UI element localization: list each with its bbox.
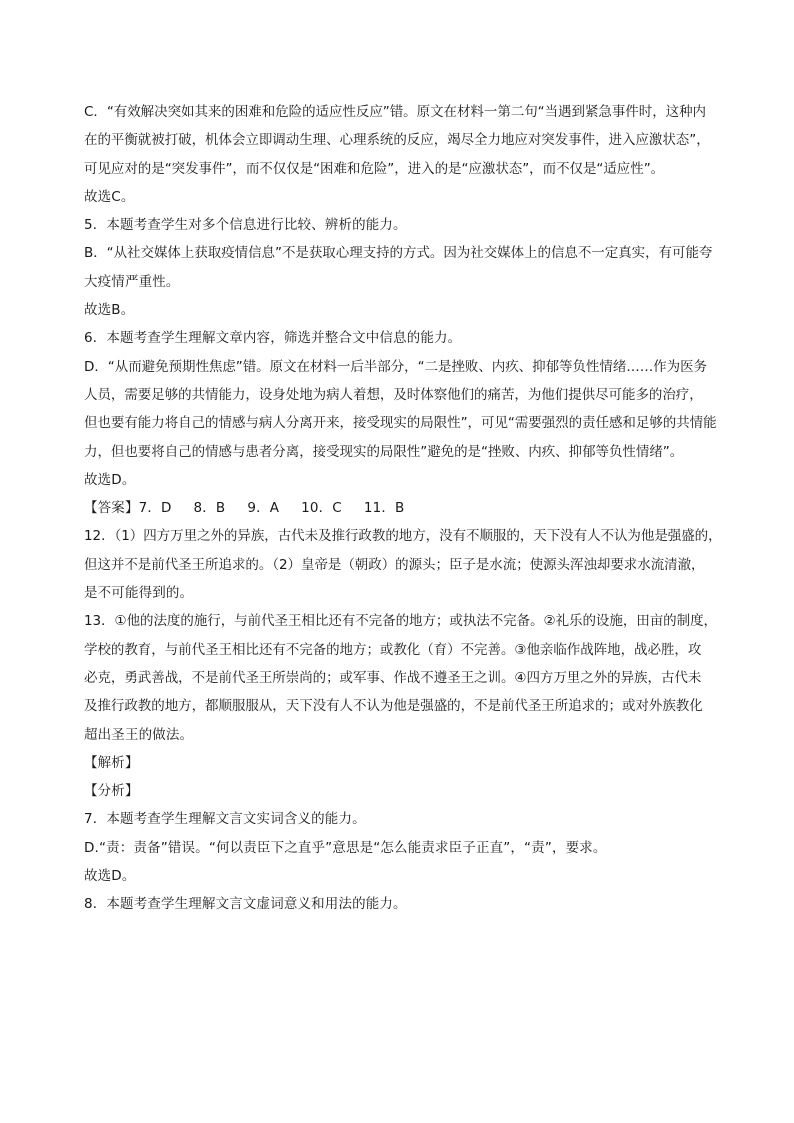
text-line: D.“责：责备”错误。“何以责臣下之直乎”意思是“怎么能责求臣子正直”，“责”，要求。 xyxy=(84,839,607,856)
section-heading: 【分析】 xyxy=(84,783,139,800)
text-line: 6．本题考查学生理解文章内容，筛选并整合文中信息的能力。 xyxy=(84,330,462,347)
answer-item: 11．B xyxy=(363,500,405,517)
text-line: 5．本题考查学生对多个信息进行比较、辨析的能力。 xyxy=(84,217,407,234)
text-line: 故选D。 xyxy=(84,471,136,488)
section-heading: 【解析】 xyxy=(84,754,139,771)
text-line: 及推行政教的地方，都顺服服从，天下没有人不认为他是强盛的，不是前代圣王所追求的；或对外族教化 xyxy=(84,698,703,715)
text-line: 7．本题考查学生理解文言文实词含义的能力。 xyxy=(84,811,366,828)
answer-line xyxy=(84,494,724,522)
document-body xyxy=(84,98,724,919)
text-line: 大疫情严重性。 xyxy=(84,273,180,290)
text-line: 故选D。 xyxy=(84,868,136,885)
text-line: 故选C。 xyxy=(84,188,135,205)
text-line: 8．本题考查学生理解文言文虚词意义和用法的能力。 xyxy=(84,896,407,913)
text-line: 力，但也要将自己的情感与患者分离，接受现实的局限性”避免的是“挫败、内疚、抑郁等负性情绪”。 xyxy=(84,443,684,460)
text-line: 必克，勇武善战，不是前代圣王所崇尚的；或军事、作战不遵圣王之训。④四方万里之外的异族，古代未 xyxy=(84,669,702,686)
text-line: 13．①他的法度的施行，与前代圣王相比还有不完备的地方；或执法不完备。②礼乐的设施，田亩的制度， xyxy=(84,613,717,630)
text-line: D．“从而避免预期性焦虑”错。原文在材料一后半部分，“二是挫败、内疚、抑郁等负性情绪……作为医务 xyxy=(84,358,707,375)
answer-item: 7．D xyxy=(138,500,172,517)
text-line: 在的平衡就被打破，机体会立即调动生理、心理系统的反应，竭尽全力地应对突发事件，进入应激状态”， xyxy=(84,132,710,149)
answer-item: 10．C xyxy=(301,500,342,517)
answer-item: 9．A xyxy=(247,500,280,517)
text-line: 学校的教育，与前代圣王相比还有不完备的地方；或教化（育）不完善。③他亲临作战阵地，战必胜，攻 xyxy=(84,641,702,658)
text-line: B．“从社交媒体上获取疫情信息”不是获取心理支持的方式。因为社交媒体上的信息不一定真实，有可能夸 xyxy=(84,245,713,262)
text-line: 人员，需要足够的共情能力，设身处地为病人着想，及时体察他们的痛苦，为他们提供尽可能多的治疗， xyxy=(84,386,703,403)
text-line: C．“有效解决突如其来的困难和危险的适应性反应”错。原文在材料一第二句“当遇到紧急事件时，这种内 xyxy=(84,104,707,120)
answer-label: 【答案】 xyxy=(84,500,139,517)
text-line: 超出圣王的做法。 xyxy=(84,726,194,743)
text-line: 可见应对的是“突发事件”，而不仅仅是“困难和危险”，进入的是“应激状态”，而不仅是“适应性”。 xyxy=(84,160,665,177)
text-line: 但这并不是前代圣王所追求的。（2）皇帝是（朝政）的源头；臣子是水流；使源头浑浊却要求水流清澈， xyxy=(84,556,705,573)
text-line: 但也要有能力将自己的情感与病人分离开来，接受现实的局限性”，可见“需要强烈的责任感和足够的共情能 xyxy=(84,415,717,432)
answer-item: 8．B xyxy=(193,500,226,517)
text-line: 故选B。 xyxy=(84,302,135,319)
text-line: 是不可能得到的。 xyxy=(84,585,194,602)
text-line: 12．（1）四方万里之外的异族，古代未及推行政教的地方，没有不顺服的，天下没有人不认为他是强盛的， xyxy=(84,528,722,545)
